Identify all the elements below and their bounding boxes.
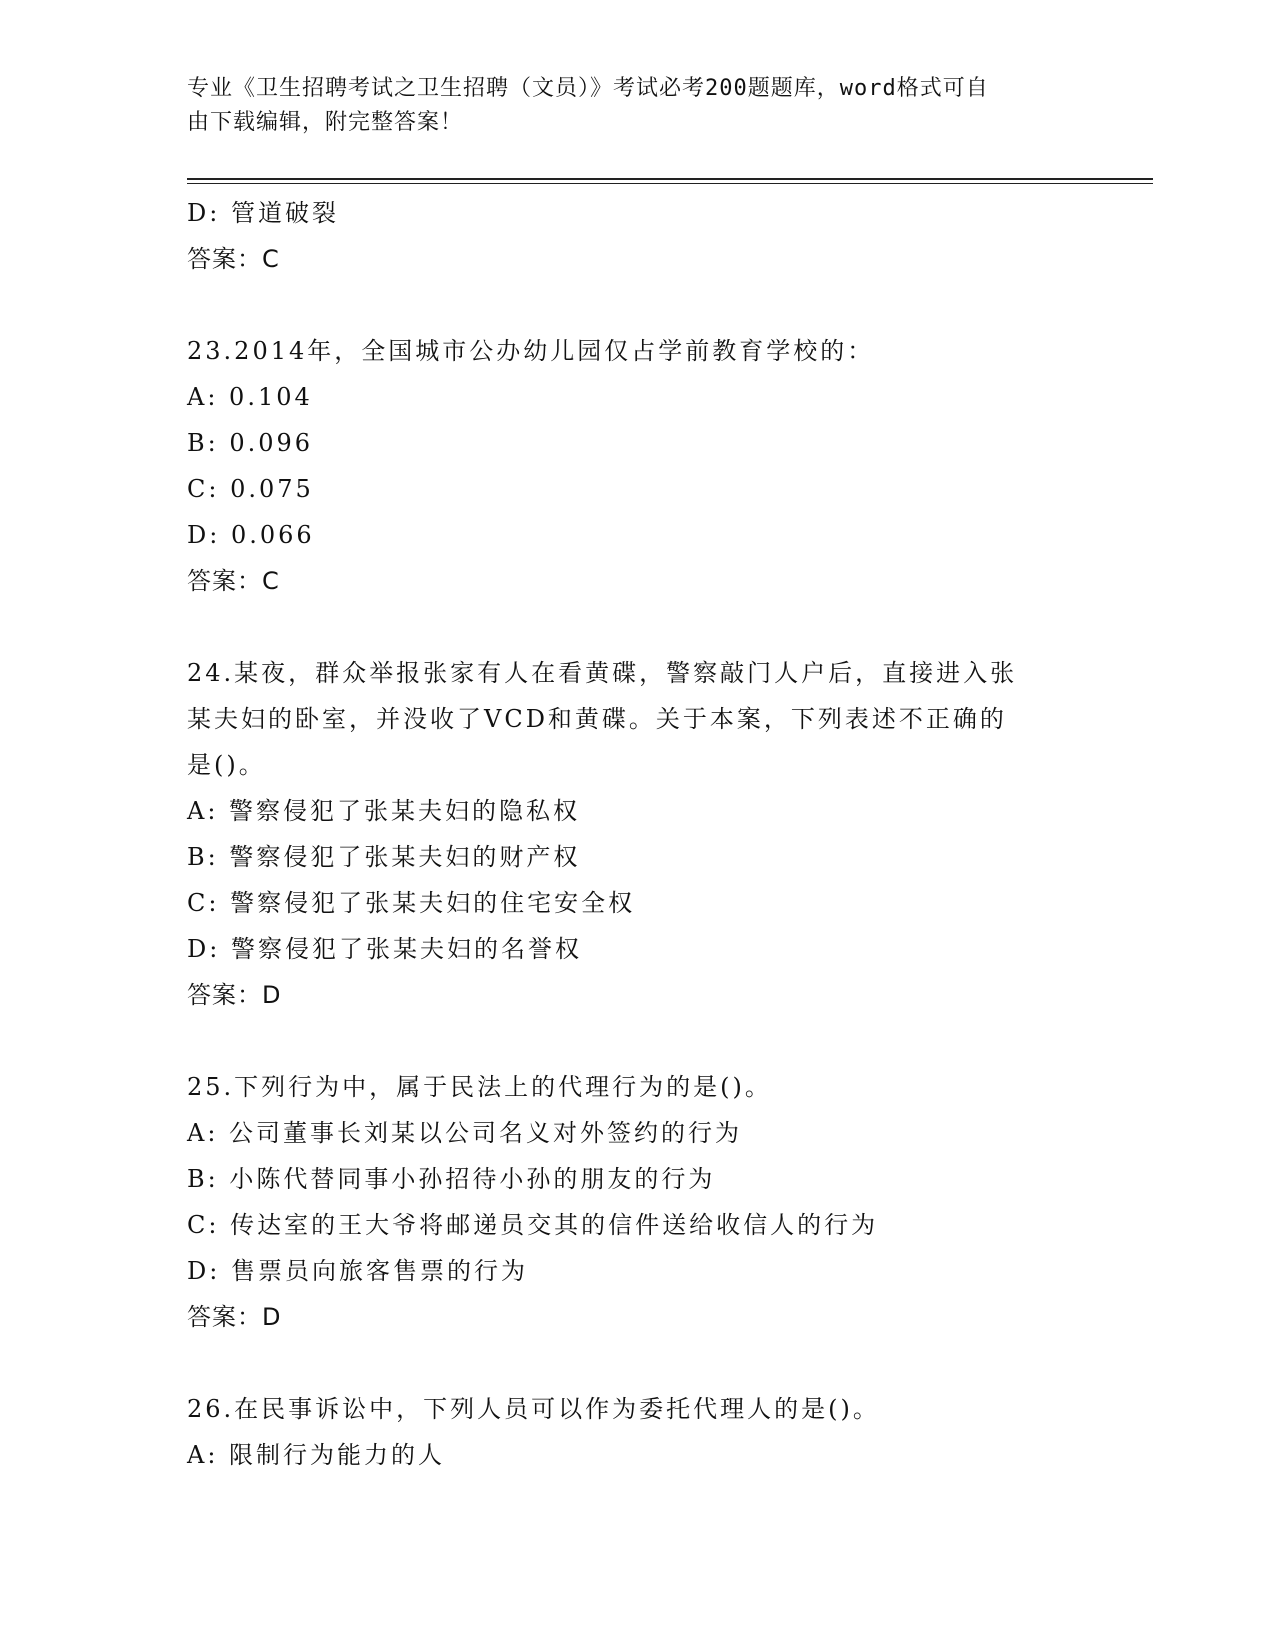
- question-25-option-c: C: 传达室的王大爷将邮递员交其的信件送给收信人的行为: [187, 1211, 879, 1239]
- header-line-2: 由下载编辑，附完整答案！: [187, 110, 464, 135]
- spacer: [187, 1340, 1087, 1386]
- spacer: [187, 282, 1087, 328]
- question-25-option-a: A: 公司董事长刘某以公司名义对外签约的行为: [187, 1119, 743, 1147]
- question-25-stem: 25.下列行为中，属于民法上的代理行为的是()。: [187, 1073, 772, 1101]
- header-divider-thin: [187, 183, 1153, 184]
- header-line-1: 专业《卫生招聘考试之卫生招聘（文员）》考试必考200题题库，word格式可自: [187, 76, 989, 101]
- question-list: [187, 190, 1087, 1478]
- question-24-option-c: C: 警察侵犯了张某夫妇的住宅安全权: [187, 889, 636, 917]
- document-header: [187, 72, 1087, 140]
- header-divider-thick: [187, 178, 1153, 180]
- question-23-option-b: B: 0.096: [187, 429, 314, 457]
- question-26-option-a: A: 限制行为能力的人: [187, 1441, 446, 1469]
- question-25-option-d: D: 售票员向旅客售票的行为: [187, 1257, 528, 1285]
- question-24-option-d: D: 警察侵犯了张某夫妇的名誉权: [187, 935, 582, 963]
- spacer: [187, 604, 1087, 650]
- question-24-option-b: B: 警察侵犯了张某夫妇的财产权: [187, 843, 581, 871]
- question-26-stem: 26.在民事诉讼中，下列人员可以作为委托代理人的是()。: [187, 1395, 880, 1423]
- question-23-stem: 23.2014年，全国城市公办幼儿园仅占学前教育学校的：: [187, 337, 875, 365]
- question-24-answer: 答案：D: [187, 981, 282, 1009]
- question-25-answer: 答案：D: [187, 1303, 282, 1331]
- question-24-stem-line-3: 是()。: [187, 751, 266, 779]
- question-23-option-a: A: 0.104: [187, 383, 313, 411]
- question-24-stem-line-1: 24.某夜，群众举报张家有人在看黄碟，警察敲门人户后，直接进入张: [187, 659, 1018, 687]
- question-23-answer: 答案：C: [187, 567, 280, 595]
- option-d: D: 管道破裂: [187, 199, 339, 227]
- question-23-option-d: D: 0.066: [187, 521, 315, 549]
- question-23-option-c: C: 0.075: [187, 475, 314, 503]
- question-25-option-b: B: 小陈代替同事小孙招待小孙的朋友的行为: [187, 1165, 716, 1193]
- question-24-stem-line-2: 某夫妇的卧室，并没收了VCD和黄碟。关于本案，下列表述不正确的: [187, 705, 1007, 733]
- spacer: [187, 1018, 1087, 1064]
- question-24-option-a: A: 警察侵犯了张某夫妇的隐私权: [187, 797, 581, 825]
- answer: 答案：C: [187, 245, 280, 273]
